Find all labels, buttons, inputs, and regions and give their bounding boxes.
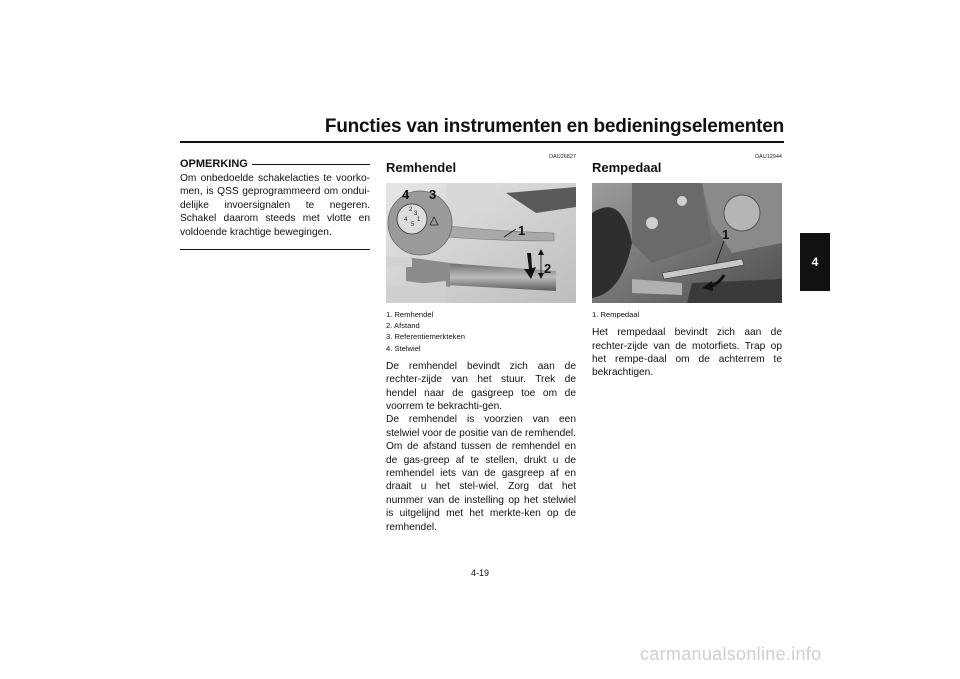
brake-pedal-legend xyxy=(592,309,782,320)
note-heading xyxy=(180,158,370,170)
dial-number: 3 xyxy=(414,211,418,217)
legend-item: 3. Referentiemerkteken xyxy=(386,332,465,342)
page-title: Functies van instrumenten en bedieningselementen xyxy=(324,116,784,137)
dial-number: 2 xyxy=(409,207,413,213)
legend-item: 4. Stelwiel xyxy=(386,343,421,353)
note-heading-label: OPMERKING xyxy=(180,158,248,170)
callout-3: 3 xyxy=(429,187,437,202)
brake-pedal-title: Rempedaal xyxy=(592,160,662,175)
brake-lever-illustration xyxy=(386,183,576,303)
brake-lever-title: Remhendel xyxy=(386,160,457,175)
brake-pedal-illustration xyxy=(592,183,782,303)
title-rule xyxy=(180,141,784,143)
watermark: carmanualsonline.info xyxy=(640,644,822,664)
brake-lever-legend xyxy=(386,309,576,354)
brake-pedal-section xyxy=(592,150,782,380)
dial-number: 4 xyxy=(404,217,408,223)
dial-number: 5 xyxy=(411,222,415,228)
brake-pedal-code: DAU12944 xyxy=(755,154,782,160)
note-heading-rule xyxy=(252,164,370,165)
brake-lever-section xyxy=(386,150,576,534)
legend-item: 2. Afstand xyxy=(386,321,420,331)
legend-item: 1. Remhendel xyxy=(386,310,434,319)
page-number: 4-19 xyxy=(470,568,489,578)
note-text: Om onbedoelde schakelacties te voorko-men, is QSS geprogrammeerd om ondui-delijke invoersignalen te negeren. Schakel daarom steeds met vlotte en voldoende krachtige bewegingen. xyxy=(180,173,370,238)
note-column xyxy=(180,150,370,250)
chapter-tab[interactable]: 4 xyxy=(800,233,830,291)
brake-pedal-figure xyxy=(592,183,782,303)
callout-1: 1 xyxy=(518,223,526,238)
brake-lever-paragraph-2: De remhendel is voorzien van een stelwiel voor de positie van de remhendel. Om de afstand tussen de remhendel en de gas-greep af te stellen, drukt u de remhendel iets van de gasgreep af en draait u het stel-wiel. Zorg dat het nummer van de instelling op het stelwiel is uitgelijnd met het merkte-ken op de remhendel. xyxy=(386,414,576,533)
brake-lever-code: DAU26827 xyxy=(549,154,576,160)
brake-pedal-paragraph: Het rempedaal bevindt zich aan de rechter-zijde van de motorfiets. Trap op het rempe-daal om de achterrem te bekrachtigen. xyxy=(592,327,782,379)
brake-lever-figure xyxy=(386,183,576,303)
brake-lever-paragraph-1: De remhendel bevindt zich aan de rechter-zijde van het stuur. Trek de hendel naar de gasgreep toe om de voorrem te bekrachti-gen. xyxy=(386,360,576,413)
callout-4: 4 xyxy=(402,187,410,202)
callout-2: 2 xyxy=(544,261,552,276)
dial-number: 1 xyxy=(417,217,421,223)
note-bottom-rule xyxy=(180,249,370,250)
callout-1: 1 xyxy=(722,227,730,242)
legend-item: 1. Rempedaal xyxy=(592,310,640,319)
